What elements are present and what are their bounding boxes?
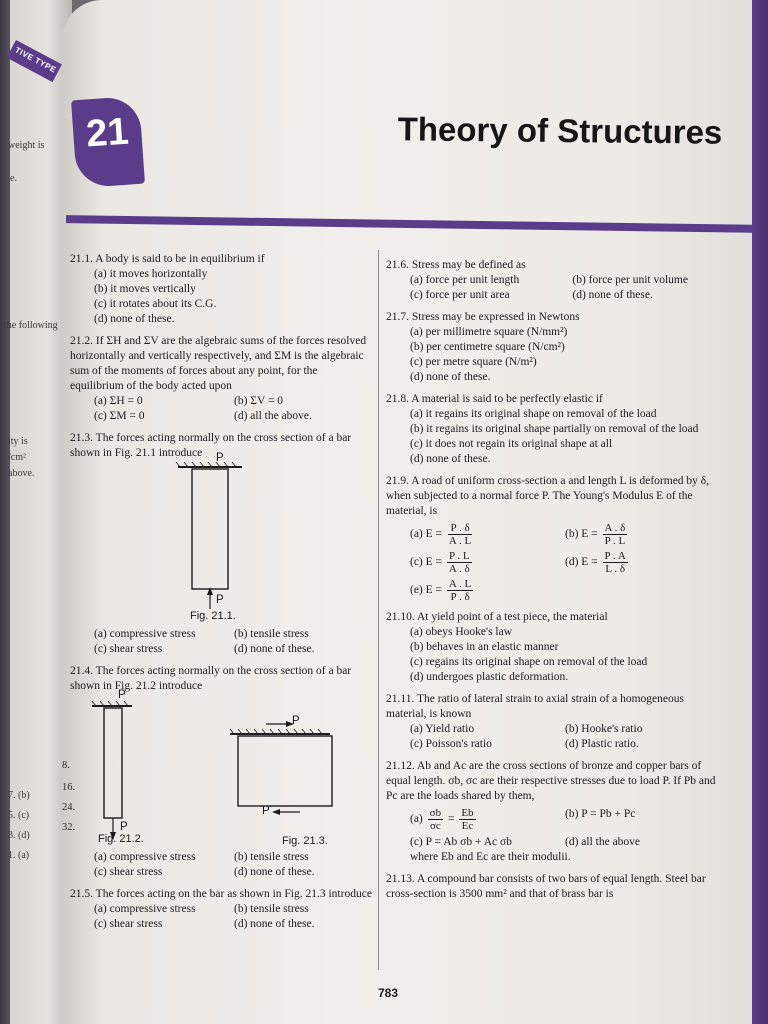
option: (b) per centimetre square (N/cm²) — [410, 341, 565, 353]
option-c: (c) P = Ab σb + Ac σb — [410, 836, 512, 848]
option-row — [386, 288, 720, 303]
question-21-4 — [70, 664, 374, 880]
option-c: (c) Poisson's ratio — [410, 738, 492, 750]
option-row — [70, 627, 374, 642]
option: (d) undergoes plastic deformation. — [410, 671, 569, 683]
question-21-13 — [386, 872, 720, 902]
book-page — [62, 0, 756, 1024]
denominator: P . δ — [450, 591, 470, 603]
option-b: (b) tensile stress — [234, 903, 309, 915]
option: (d) none of these. — [410, 453, 491, 465]
option: (a) it regains its original shape on removal of the load — [410, 408, 657, 420]
option-a — [410, 522, 565, 547]
option-b: (b) ΣV = 0 — [234, 395, 284, 407]
option-row — [386, 835, 720, 850]
option-b: (b) tensile stress — [234, 851, 309, 863]
previous-page-snippet: /cm² — [8, 452, 26, 463]
option-label: (d) E = — [565, 556, 598, 569]
figure-label-p: P — [216, 452, 224, 464]
question-stem: 21.13. A compound bar consists of two bars of equal length. Steel bar cross-section is 3500 mm² and that of brass bar is — [386, 873, 706, 900]
option-label: (b) E = — [565, 528, 598, 541]
question-21-10 — [386, 610, 720, 685]
question-21-9 — [386, 474, 720, 603]
option-d: (d) none of these. — [572, 289, 653, 301]
answer-key-fragment: 16. — [62, 782, 76, 793]
option: (a) per millimetre square (N/mm²) — [410, 326, 568, 338]
option-row — [70, 850, 374, 865]
option: (c) regains its original shape on removal of the load — [410, 656, 648, 668]
option-c: (c) shear stress — [94, 918, 163, 930]
option-d: (d) Plastic ratio. — [565, 738, 639, 750]
denominator: P . L — [604, 535, 626, 547]
option-d: (d) all the above. — [234, 410, 312, 422]
question-21-11 — [386, 692, 720, 752]
question-stem: 21.9. A road of uniform cross-section a and length L is deformed by δ, when subjected to a normal force P. The Young's Modulus E of the material, is — [386, 475, 710, 517]
option-b: (b) force per unit volume — [572, 274, 688, 286]
question-stem: 21.3. The forces acting normally on the cross section of a bar shown in Fig. 21.1 introduce — [70, 432, 352, 459]
numerator: A . δ — [604, 522, 626, 534]
figure-label-p: P — [262, 805, 270, 817]
figure-caption: Fig. 21.3. — [282, 835, 328, 847]
option: (a) it moves horizontally — [94, 268, 208, 280]
option-d: (d) all the above — [565, 836, 641, 848]
previous-page-answer: 5. (c) — [8, 810, 30, 821]
question-21-2 — [70, 334, 374, 424]
option-d: (d) none of these. — [234, 866, 315, 878]
option-label: (e) E = — [410, 584, 443, 597]
page-edge-strip — [752, 0, 768, 1024]
answer-key-fragment: 24. — [62, 802, 76, 813]
figure-label-p: P — [118, 689, 126, 701]
option-c — [410, 550, 565, 575]
option-note: where Eb and Ec are their modulii. — [410, 851, 571, 863]
question-21-3 — [70, 431, 374, 657]
option-label: (c) E = — [410, 556, 443, 569]
question-stem: 21.5. The forces acting on the bar as shown in Fig. 21.3 introduce — [70, 888, 372, 900]
option: (d) none of these. — [410, 371, 491, 383]
equals-sign: = — [447, 813, 455, 826]
question-stem: 21.8. A material is said to be perfectly elastic if — [386, 393, 603, 405]
option: (b) it regains its original shape partially on removal of the load — [410, 423, 699, 435]
option-label: (a) E = — [410, 528, 443, 541]
figure-caption: Fig. 21.1. — [190, 610, 236, 622]
denominator: Ec — [461, 820, 474, 832]
denominator: A . L — [448, 535, 472, 547]
option-d — [565, 550, 720, 575]
figure-label-p: P — [216, 594, 224, 606]
answer-key-fragment: 8. — [62, 760, 70, 771]
question-21-5 — [70, 887, 374, 932]
question-stem: 21.11. The ratio of lateral strain to axial strain of a homogeneous material, is known — [386, 693, 684, 720]
option-b: (b) tensile stress — [234, 628, 309, 640]
fraction — [603, 550, 628, 575]
fraction — [428, 807, 443, 832]
option-c: (c) shear stress — [94, 866, 163, 878]
question-21-6 — [386, 258, 720, 303]
option-row — [70, 917, 374, 932]
option-a: (a) compressive stress — [94, 903, 196, 915]
figure-label-p: P — [120, 821, 128, 833]
numerator: P . A — [604, 550, 626, 562]
option-row — [386, 273, 720, 288]
question-21-12 — [386, 759, 720, 865]
option: (b) it moves vertically — [94, 283, 196, 295]
left-column — [70, 252, 374, 939]
question-stem: 21.2. If ΣH and ΣV are the algebraic sums of the forces resolved horizontally and vertically respectively, and ΣM is the algebraic sum of the moments of forces about any point, for the equilibrium of the body acted upon — [70, 335, 367, 392]
previous-page-snippet: the following — [4, 320, 58, 331]
previous-page-answer: 1. (a) — [8, 850, 30, 861]
option-row — [386, 550, 720, 575]
option-label: (a) — [410, 813, 423, 826]
fraction — [447, 578, 473, 603]
figure-label-p: P — [292, 715, 300, 727]
numerator: P . L — [448, 550, 470, 562]
figure-caption: Fig. 21.2. — [98, 833, 144, 845]
option-row — [70, 409, 374, 424]
option-d: (d) none of these. — [234, 918, 315, 930]
option-a — [410, 807, 565, 832]
answer-key-fragment: 32. — [62, 822, 76, 833]
fraction — [459, 807, 475, 832]
question-21-7 — [386, 310, 720, 385]
option: (a) obeys Hooke's law — [410, 626, 513, 638]
option-c: (c) ΣM = 0 — [94, 410, 145, 422]
numerator: σb — [429, 807, 442, 819]
fraction — [447, 550, 472, 575]
fraction — [447, 522, 473, 547]
question-stem: 21.1. A body is said to be in equilibrium if — [70, 253, 265, 265]
question-stem: 21.10. At yield point of a test piece, the material — [386, 611, 608, 623]
chapter-number-badge: 21 — [71, 96, 145, 189]
option-row — [386, 737, 720, 752]
denominator: A . δ — [448, 563, 470, 575]
option: (c) it does not regain its original shape at all — [410, 438, 613, 450]
question-stem: 21.7. Stress may be expressed in Newtons — [386, 311, 580, 323]
option-row — [70, 394, 374, 409]
right-column — [386, 258, 720, 909]
option-c: (c) force per unit area — [410, 289, 510, 301]
option-row — [70, 642, 374, 657]
numerator: A . L — [448, 578, 472, 590]
option-row — [70, 902, 374, 917]
option: (d) none of these. — [94, 313, 175, 325]
option: (b) behaves in an elastic manner — [410, 641, 559, 653]
option-a: (a) ΣH = 0 — [94, 395, 143, 407]
option-row — [386, 522, 720, 547]
figures-drawing — [70, 694, 370, 844]
option-c: (c) shear stress — [94, 643, 163, 655]
page-number: 783 — [378, 986, 399, 1000]
option: (c) it rotates about its C.G. — [94, 298, 217, 310]
previous-page-answer: 3. (d) — [8, 830, 30, 841]
chapter-title: Theory of Structures — [397, 110, 723, 151]
option-b: (b) Hooke's ratio — [565, 723, 643, 735]
previous-page-answer: 7. (b) — [8, 790, 30, 801]
previous-page-tab: TIVE TYPE — [7, 40, 62, 82]
option-d: (d) none of these. — [234, 643, 315, 655]
previous-page-snippet: e. — [10, 173, 17, 184]
question-21-8 — [386, 392, 720, 467]
previous-page-snippet: weight is — [8, 140, 45, 151]
option-b — [565, 522, 720, 547]
column-divider — [378, 250, 379, 970]
numerator: Eb — [461, 807, 474, 819]
previous-page-snippet: above. — [8, 468, 35, 479]
option-row — [386, 722, 720, 737]
previous-page-snippet: ity is — [8, 436, 28, 447]
question-stem: 21.4. The forces acting normally on the cross section of a bar shown in Fig. 21.2 introduce — [70, 665, 352, 692]
question-stem: 21.12. Ab and Ac are the cross sections of bronze and copper bars of equal length. σb, σc are their respective stresses due to load P. If Pb and Pc are the loads shared by them, — [386, 760, 716, 802]
figures-21-2-and-21-3 — [70, 689, 374, 847]
option-a: (a) compressive stress — [94, 628, 196, 640]
option-row — [386, 807, 720, 832]
option-b: (b) P = Pb + Pc — [565, 808, 636, 820]
option-a: (a) force per unit length — [410, 274, 520, 286]
question-21-1 — [70, 252, 374, 327]
fraction — [603, 522, 628, 547]
option-row — [386, 578, 720, 603]
numerator: P . δ — [450, 522, 470, 534]
option-e — [410, 578, 720, 603]
option-a: (a) compressive stress — [94, 851, 196, 863]
option: (c) per metre square (N/m²) — [410, 356, 537, 368]
header-rule — [66, 215, 756, 233]
denominator: σc — [429, 820, 441, 832]
figure-21-1 — [70, 452, 374, 622]
question-stem: 21.6. Stress may be defined as — [386, 259, 526, 271]
option-row — [70, 865, 374, 880]
denominator: L . δ — [605, 563, 626, 575]
option-a: (a) Yield ratio — [410, 723, 475, 735]
